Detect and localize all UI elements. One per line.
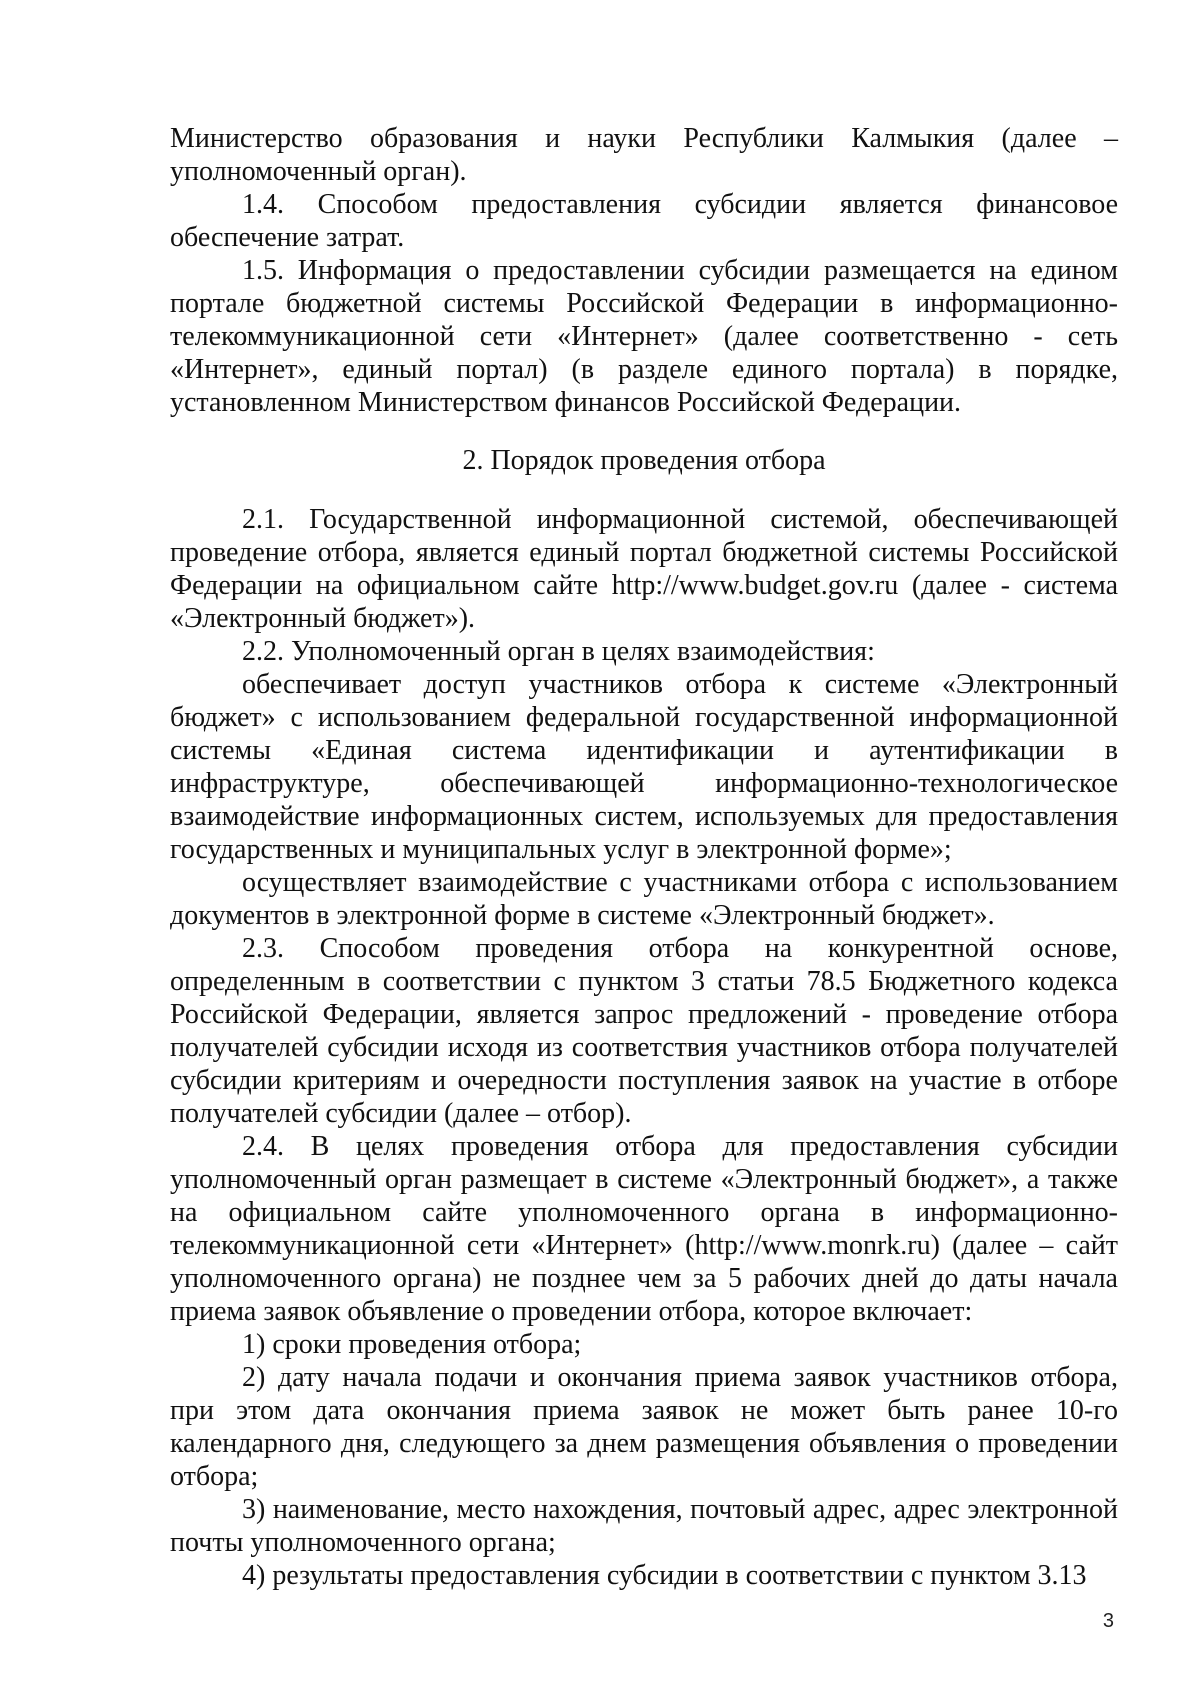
list-item-2: 2) дату начала подачи и окончания приема заявок участников отбора, при этом дата окончания приема заявок не может быть ранее 10-го календарного дня, следующего за днем размещения объявления о проведении отбора;	[170, 1362, 1118, 1492]
paragraph-ministry-continuation: Министерство образования и науки Республики Калмыкия (далее – уполномоченный орган).	[170, 123, 1118, 187]
paragraph-2-2-interaction: осуществляет взаимодействие с участниками отбора с использованием документов в электронной форме в системе «Электронный бюджет».	[170, 867, 1118, 931]
paragraph-2-4: 2.4. В целях проведения отбора для предоставления субсидии уполномоченный орган размещает в системе «Электронный бюджет», а также на официальном сайте уполномоченного органа в информационно-телекоммуникационной сети «Интернет» (http://www.monrk.ru) (далее – сайт уполномоченного органа) не позднее чем за 5 рабочих дней до даты начала приема заявок объявление о проведении отбора, которое включает:	[170, 1131, 1118, 1327]
section-heading: 2. Порядок проведения отбора	[462, 445, 826, 476]
page-number: 3	[1102, 1610, 1114, 1632]
paragraph-2-1: 2.1. Государственной информационной системой, обеспечивающей проведение отбора, является единый портал бюджетной системы Российской Федерации на официальном сайте http://www.budget.gov.ru (далее - система «Электронный бюджет»).	[170, 504, 1118, 634]
paragraph-2-2: 2.2. Уполномоченный орган в целях взаимодействия:	[242, 636, 875, 667]
list-item-1: 1) сроки проведения отбора;	[242, 1329, 582, 1360]
list-item-4: 4) результаты предоставления субсидии в соответствии с пунктом 3.13	[242, 1560, 1087, 1591]
list-item-3: 3) наименование, место нахождения, почтовый адрес, адрес электронной почты уполномоченного органа;	[170, 1494, 1118, 1558]
document-body	[170, 122, 1118, 1592]
paragraph-1-4: 1.4. Способом предоставления субсидии является финансовое обеспечение затрат.	[170, 189, 1118, 253]
paragraph-2-2-access: обеспечивает доступ участников отбора к системе «Электронный бюджет» с использованием федеральной государственной информационной системы «Единая система идентификации и аутентификации в инфраструктуре, обеспечивающей информационно-технологическое взаимодействие информационных систем, используемых для предоставления государственных и муниципальных услуг в электронной форме»;	[170, 669, 1118, 865]
paragraph-2-3: 2.3. Способом проведения отбора на конкурентной основе, определенным в соответствии с пунктом 3 статьи 78.5 Бюджетного кодекса Российской Федерации, является запрос предложений - проведение отбора получателей субсидии исходя из соответствия участников отбора получателей субсидии критериям и очередности поступления заявок на участие в отборе получателей субсидии (далее – отбор).	[170, 933, 1118, 1129]
paragraph-1-5: 1.5. Информация о предоставлении субсидии размещается на едином портале бюджетной системы Российской Федерации в информационно-телекоммуникационной сети «Интернет» (далее соответственно - сеть «Интернет», единый портал) (в разделе единого портала) в порядке, установленном Министерством финансов Российской Федерации.	[170, 255, 1118, 418]
